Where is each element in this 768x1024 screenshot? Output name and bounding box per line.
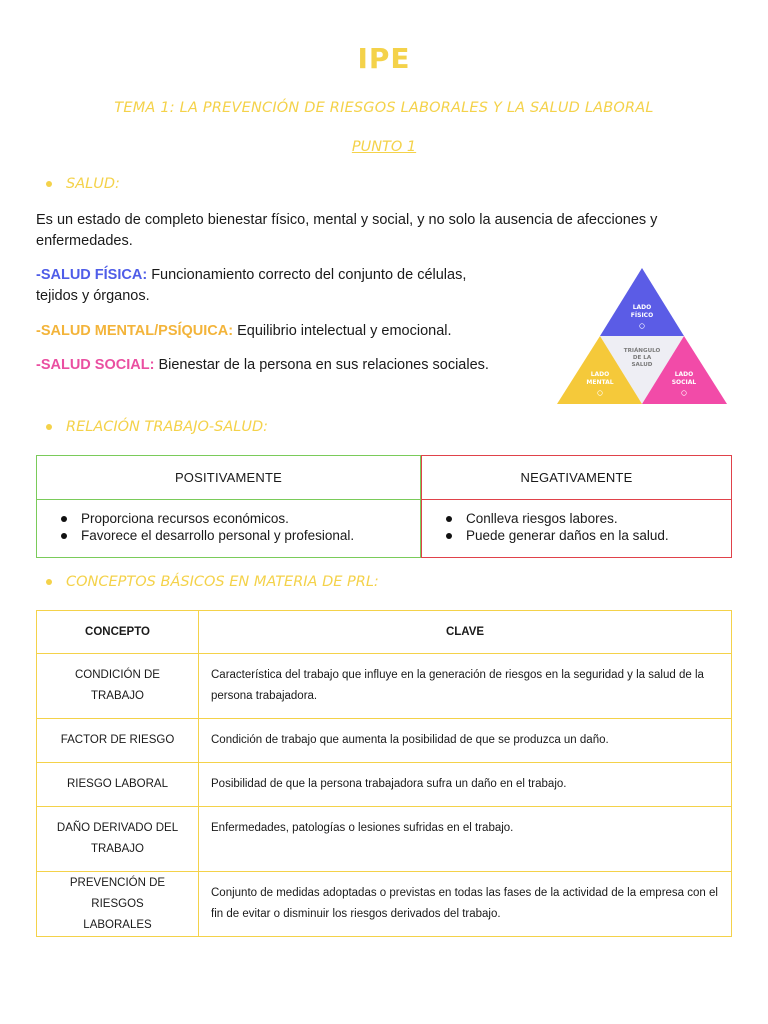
salud-mental-label: -SALUD MENTAL/PSÍQUICA: (36, 323, 234, 339)
key-cell (199, 719, 732, 763)
triangle-physical-side (600, 268, 684, 336)
bullet-icon (46, 424, 52, 430)
positive-list (37, 500, 420, 544)
section-salud-heading (46, 176, 120, 192)
column-header-clave: CLAVE (199, 611, 732, 654)
table-row (37, 719, 732, 763)
triangle-center-label-2: DE LA (632, 355, 652, 361)
triangle-top-label-1: LADO (632, 304, 652, 311)
health-triangle-diagram (557, 268, 727, 404)
concept-name: RIESGO LABORAL (67, 778, 168, 790)
salud-fisica-text-1: Funcionamiento correcto del conjunto de células, (147, 267, 467, 283)
concept-definition: Enfermedades, patologías o lesiones sufridas en el trabajo. (211, 822, 514, 834)
relation-table (36, 455, 732, 558)
salud-fisica-text-2: tejidos y órganos. (36, 288, 150, 304)
concept-name: DAÑO DERIVADO DEL TRABAJO (56, 822, 179, 855)
section-salud-label: SALUD: (66, 176, 120, 192)
column-header-concepto: CONCEPTO (37, 611, 199, 654)
list-item: Puede generar daños en la salud. (446, 527, 731, 544)
section-conceptos-label: CONCEPTOS BÁSICOS EN MATERIA DE PRL: (66, 574, 379, 590)
bullet-icon (46, 181, 52, 187)
punto-heading: PUNTO 1 (351, 139, 417, 155)
concept-name: PREVENCIÓN DE RIESGOS LABORALES (69, 876, 166, 931)
triangle-right-label-2: SOCIAL (671, 379, 697, 386)
negative-header: NEGATIVAMENTE (422, 456, 731, 500)
list-item: Conlleva riesgos labores. (446, 510, 731, 527)
key-cell (199, 872, 732, 937)
document-title: IPE (357, 42, 411, 75)
triangle-center-label-1: TRIÁNGULO (623, 348, 661, 354)
concept-definition: Característica del trabajo que influye en la generación de riesgos en la seguridad y la salud de la persona trabajadora. (211, 669, 704, 702)
salud-social-text: Bienestar de la persona en sus relaciones sociales. (154, 357, 489, 373)
section-relacion-label: RELACIÓN TRABAJO-SALUD: (66, 419, 269, 435)
table-row (37, 872, 732, 937)
concepts-table (36, 610, 732, 937)
triangle-top-label-2: FÍSICO (630, 312, 654, 319)
triangle-left-label-1: LADO (590, 371, 610, 378)
bullet-icon (46, 579, 52, 585)
concept-definition: Conjunto de medidas adoptadas o previstas en todas las fases de la actividad de la empresa con el fin de evitar o disminuir los riesgos derivados del trabajo. (211, 887, 718, 920)
table-row (37, 654, 732, 719)
concept-name: CONDICIÓN DE TRABAJO (75, 669, 160, 702)
section-conceptos-heading (46, 574, 379, 590)
concept-cell (37, 654, 199, 719)
concept-cell (37, 719, 199, 763)
triangle-right-label-1: LADO (674, 371, 694, 378)
topic-subtitle: TEMA 1: LA PREVENCIÓN DE RIESGOS LABORALES Y LA SALUD LABORAL (114, 100, 654, 116)
key-cell (199, 763, 732, 807)
key-cell (199, 807, 732, 872)
negative-list (422, 500, 731, 544)
table-header-row (37, 611, 732, 654)
list-item: Proporciona recursos económicos. (61, 510, 420, 527)
concept-definition: Posibilidad de que la persona trabajadora sufra un daño en el trabajo. (211, 778, 567, 790)
salud-mental-text: Equilibrio intelectual y emocional. (233, 323, 452, 339)
positive-header: POSITIVAMENTE (37, 456, 420, 500)
salud-fisica (36, 265, 536, 307)
concept-cell (37, 872, 199, 937)
concept-cell (37, 763, 199, 807)
concept-name: FACTOR DE RIESGO (60, 734, 175, 746)
salud-social (36, 355, 546, 376)
concept-cell (37, 807, 199, 872)
table-row (37, 763, 732, 807)
salud-definition: Es un estado de completo bienestar físico, mental y social, y no solo la ausencia de afecciones y enfermedades. (36, 212, 658, 249)
key-cell (199, 654, 732, 719)
salud-social-label: -SALUD SOCIAL: (36, 357, 155, 373)
negative-column (421, 455, 732, 558)
triangle-left-label-2: MENTAL (586, 379, 614, 386)
concept-definition: Condición de trabajo que aumenta la posibilidad de que se produzca un daño. (211, 734, 609, 746)
salud-mental (36, 321, 536, 342)
salud-fisica-label: -SALUD FÍSICA: (36, 267, 148, 283)
table-row (37, 807, 732, 872)
list-item: Favorece el desarrollo personal y profesional. (61, 527, 420, 544)
positive-column (36, 455, 421, 558)
triangle-center-label-3: SALUD (631, 362, 653, 368)
section-relacion-heading (46, 419, 268, 435)
